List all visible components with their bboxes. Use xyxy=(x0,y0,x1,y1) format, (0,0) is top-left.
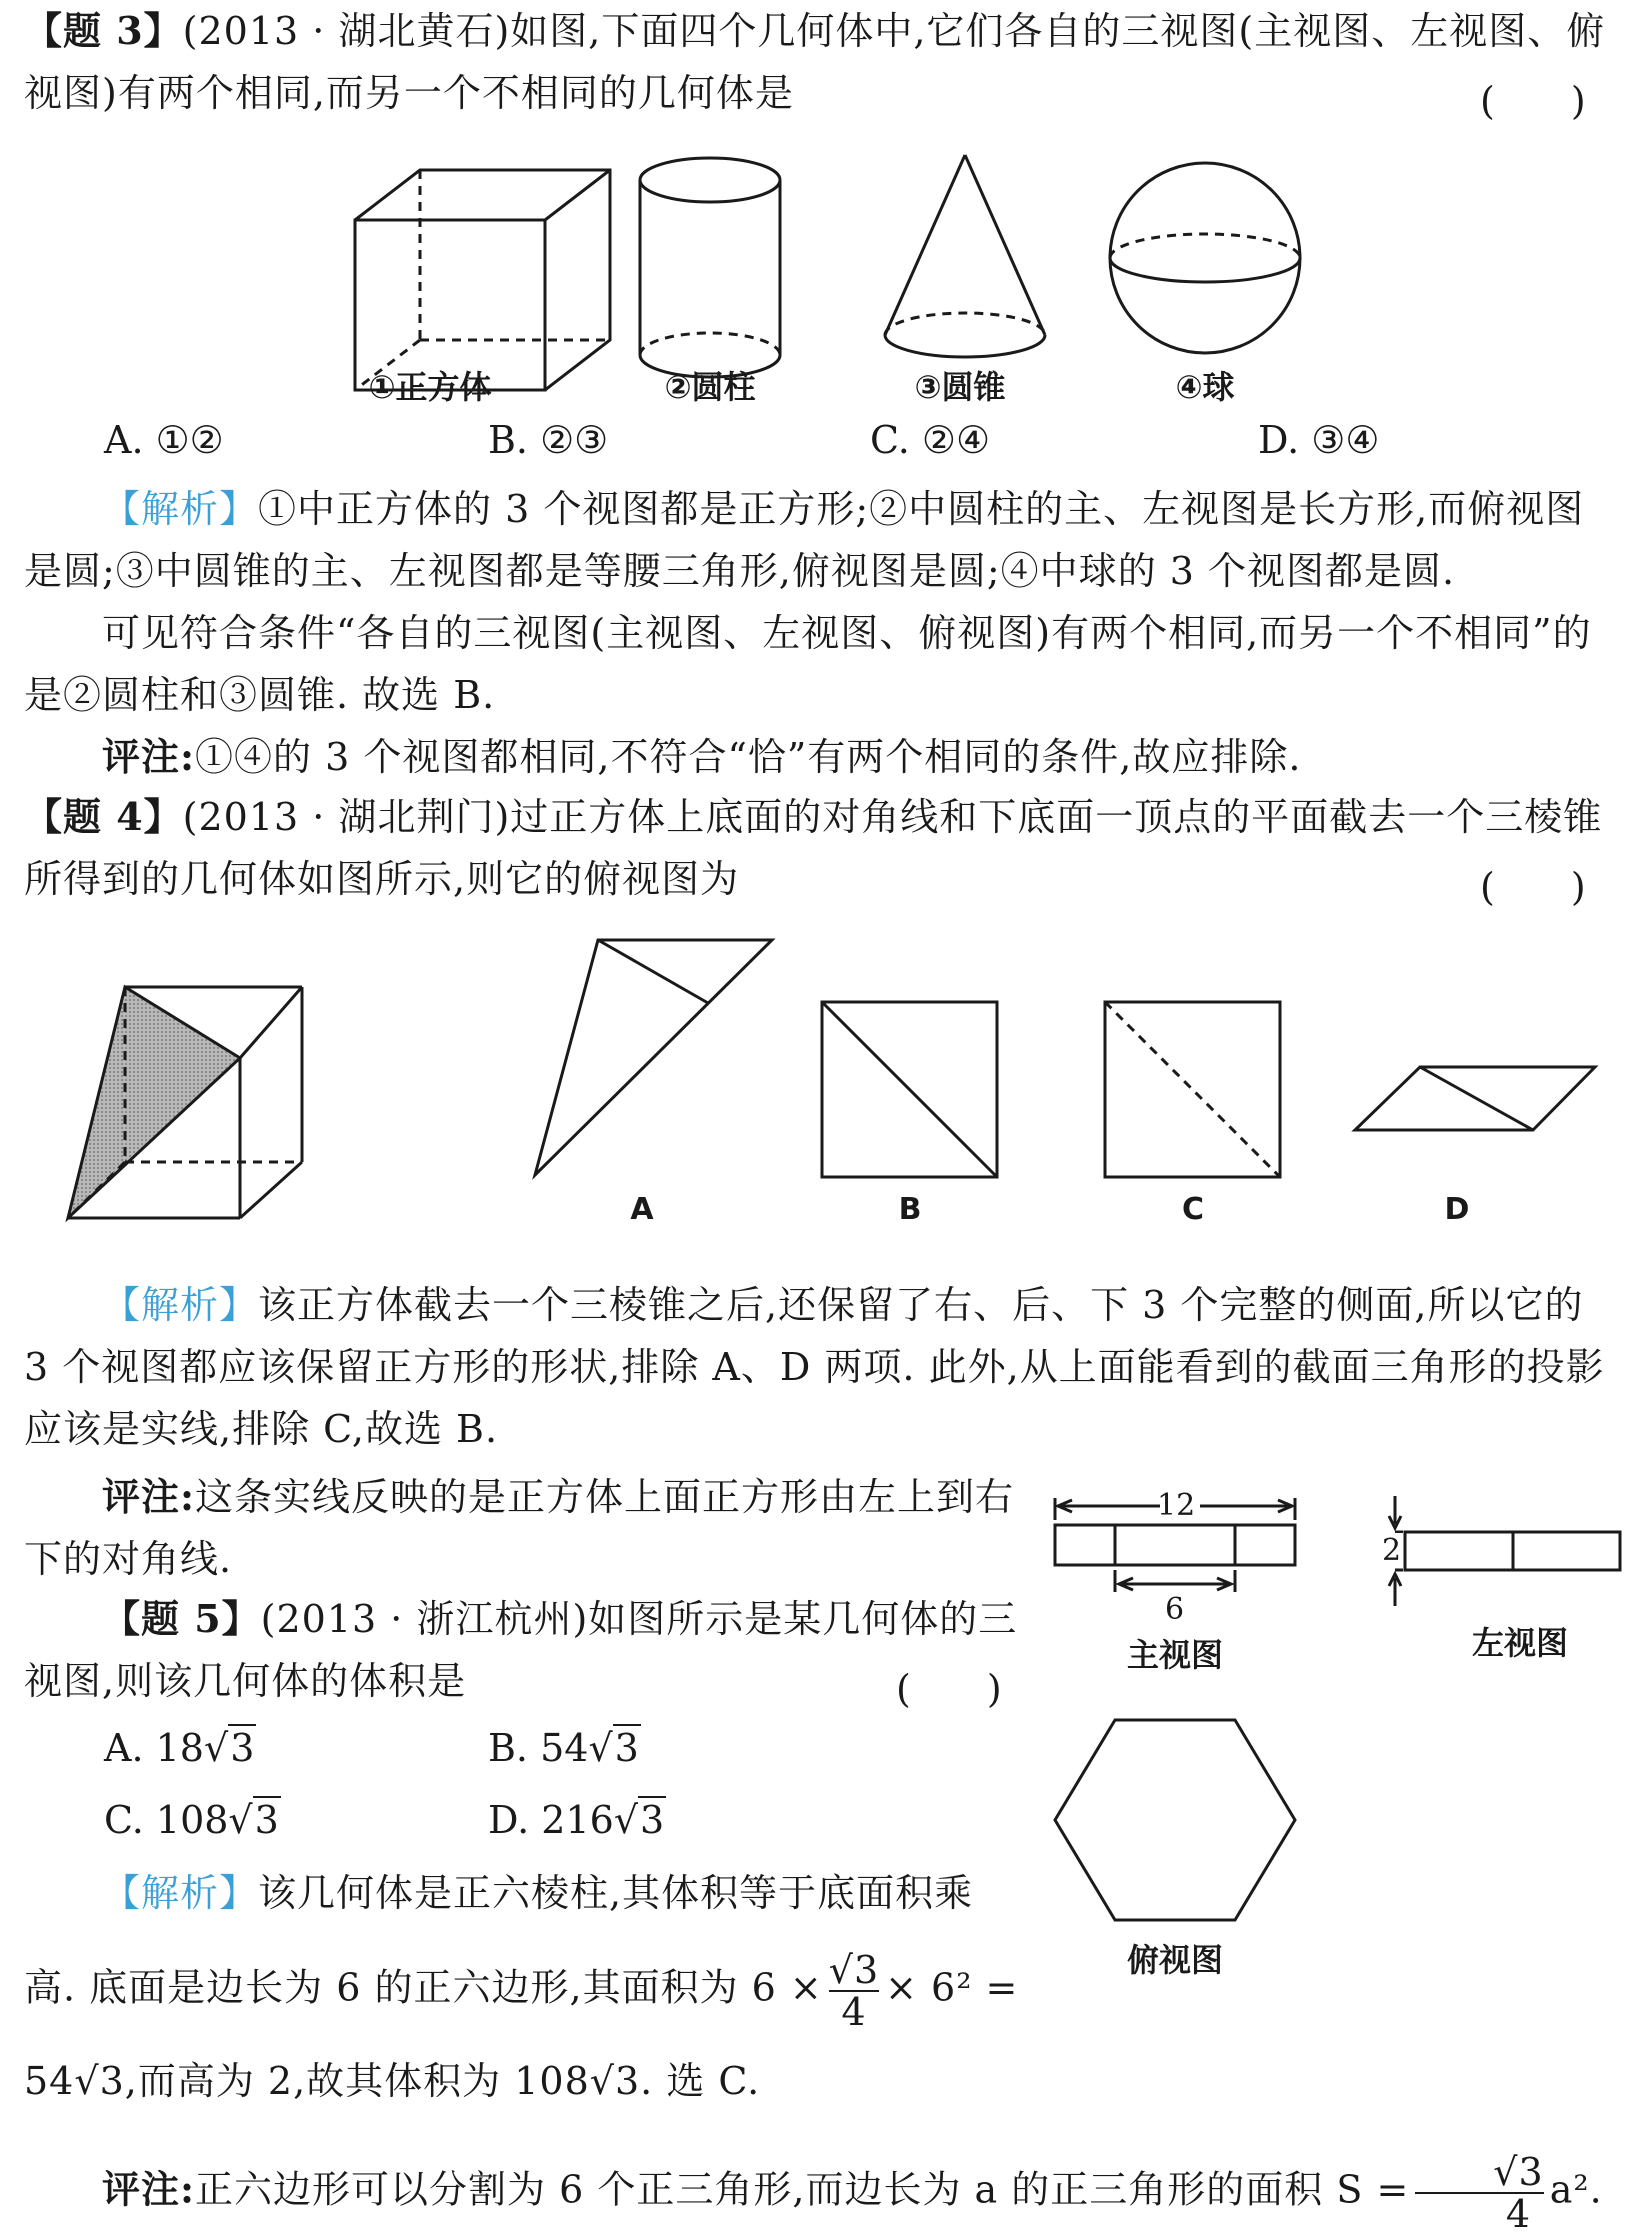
q4-analysis-tag: 【解析】 xyxy=(102,1283,259,1327)
q4-answer-paren: ( ) xyxy=(1480,865,1586,909)
q4-label-a: A xyxy=(630,1192,654,1227)
q4-label: 【题 4】 xyxy=(24,794,183,839)
q3-analysis-tag: 【解析】 xyxy=(102,487,259,531)
q3-option-d: D. ③④ xyxy=(1258,418,1380,462)
q3-analysis-2: 可见符合条件“各自的三视图(主视图、左视图、俯视图)有两个相同,而另一个不相同”的是②圆柱和③圆锥. 故选 B. xyxy=(24,611,1592,717)
q3-analysis: 【解析】①中正方体的 3 个视图都是正方形;②中圆柱的主、左视图是长方形,而俯视图是圆;③中圆锥的主、左视图都是等腰三角形,俯视图是圆;④中球的 3 个视图都是圆. xyxy=(24,487,1585,593)
q3-stem-text: (2013 · 湖北黄石)如图,下面四个几何体中,它们各自的三视图(主视图、左视图、俯视图)有两个相同,而另一个不相同的几何体是 xyxy=(24,9,1606,115)
q4-figures xyxy=(0,930,1639,1230)
front-view-label: 主视图 xyxy=(1126,1636,1223,1674)
q4-label-b: B xyxy=(898,1192,922,1227)
q3-stem xyxy=(24,0,1614,124)
q3-option-c: C. ②④ xyxy=(870,418,991,462)
q3-answer-paren: ( ) xyxy=(1480,79,1586,123)
cylinder-figure xyxy=(640,158,780,377)
q5-option-d: D. 216√3 xyxy=(488,1798,665,1842)
caption-cylinder: ②圆柱 xyxy=(664,368,756,406)
dim-12: 12 xyxy=(1157,1488,1196,1523)
caption-sphere: ④球 xyxy=(1175,368,1235,406)
left-view-label: 左视图 xyxy=(1471,1624,1568,1662)
cut-cube-figure xyxy=(68,987,302,1218)
q4-stem: 【题 4】(2013 · 湖北荆门)过正方体上底面的对角线和下底面一顶点的平面截去一个三棱锥所得到的几何体如图所示,则它的俯视图为 xyxy=(24,794,1603,901)
q5-analysis-tag: 【解析】 xyxy=(102,1871,259,1915)
q5-analysis-line2: 高. 底面是边长为 6 的正六边形,其面积为 6 × $\frac{√3}{4}$ × 6² = xyxy=(24,1948,1019,2034)
q3-label: 【题 3】 xyxy=(24,8,183,53)
caption-cone: ③圆锥 xyxy=(914,368,1006,406)
q5-stem: 【题 5】(2013 · 浙江杭州)如图所示是某几何体的三视图,则该几何体的体积是 xyxy=(24,1596,1018,1703)
top-view-hexagon xyxy=(1055,1720,1295,1920)
q4-label-d: D xyxy=(1444,1192,1470,1227)
q5-analysis-line3: 54√3,而高为 2,故其体积为 108√3. 选 C. xyxy=(24,2059,761,2103)
q5-note: 评注:正六边形可以分割为 6 个正三角形,而边长为 a 的正三角形的面积 S = $\frac{√3}{4}$ a². xyxy=(102,2150,1603,2236)
q4-option-c-figure xyxy=(1105,1002,1280,1177)
top-view-label: 俯视图 xyxy=(1126,1941,1223,1979)
q4-option-a-figure xyxy=(535,940,772,1175)
front-view-rect xyxy=(1055,1525,1295,1565)
caption-cube: ①正方体 xyxy=(368,368,492,406)
q5-label: 【题 5】 xyxy=(102,1596,261,1641)
q4-label-c: C xyxy=(1181,1192,1205,1227)
q3-option-b: B. ②③ xyxy=(488,418,609,462)
q5-option-b: B. 54√3 xyxy=(488,1726,639,1770)
cone-figure xyxy=(885,155,1045,357)
q5-option-a: A. 18√3 xyxy=(104,1726,255,1770)
q3-note: 评注:①④的 3 个视图都相同,不符合“恰”有两个相同的条件,故应排除. xyxy=(102,734,1302,779)
q5-analysis: 【解析】该几何体是正六棱柱,其体积等于底面积乘 xyxy=(102,1871,974,1915)
q5-option-c: C. 108√3 xyxy=(104,1798,279,1842)
q3-figures xyxy=(0,140,1639,370)
sphere-figure xyxy=(1110,163,1300,353)
q5-answer-paren: ( ) xyxy=(896,1667,1002,1711)
q4-option-d-figure xyxy=(1355,1067,1595,1130)
q4-option-b-figure xyxy=(822,1002,997,1177)
cube-figure xyxy=(355,170,610,390)
dim-2: 2 xyxy=(1382,1533,1402,1568)
dim-6: 6 xyxy=(1165,1592,1185,1627)
q4-note: 评注:这条实线反映的是正方体上面正方形由左上到右下的对角线. xyxy=(24,1474,1015,1581)
q3-option-a: A. ①② xyxy=(104,418,224,462)
q4-analysis: 【解析】该正方体截去一个三棱锥之后,还保留了右、后、下 3 个完整的侧面,所以它的 3 个视图都应该保留正方形的形状,排除 A、D 两项. 此外,从上面能看到的截面三角形的投影应该是实线,排除 C,故选 B. xyxy=(24,1283,1605,1451)
